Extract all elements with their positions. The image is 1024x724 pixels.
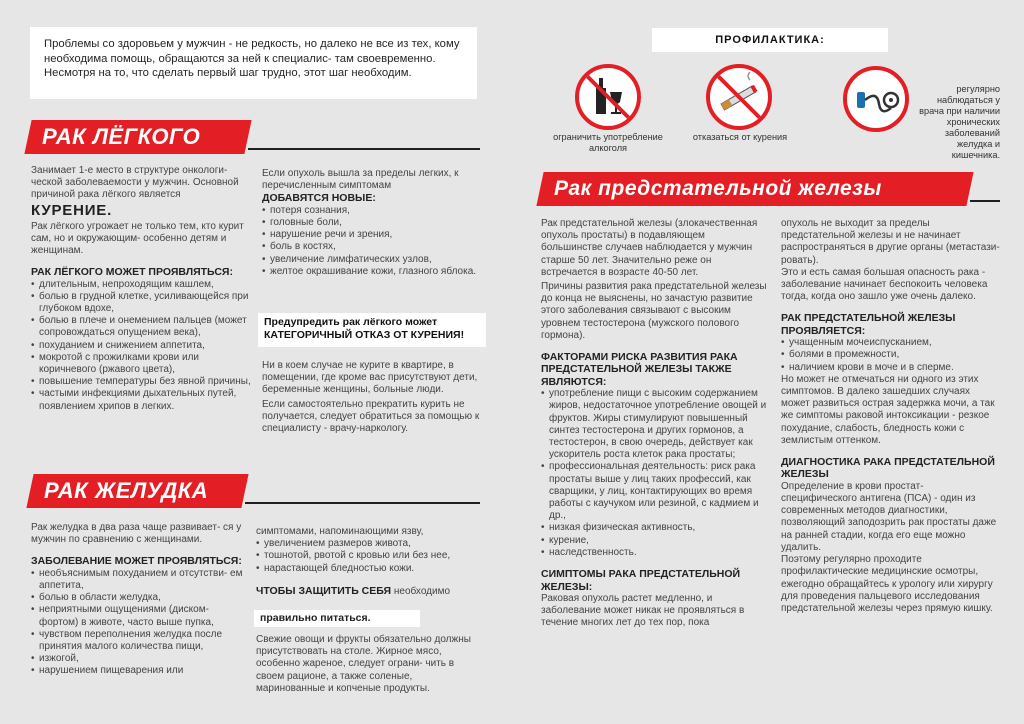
stomach-protect-caps: ЧТОБЫ ЗАЩИТИТЬ СЕБЯ: [256, 584, 392, 597]
prostate-risk-list: [541, 388, 769, 559]
list-item: • похуданием и снижением аппетита,: [31, 340, 256, 352]
list-item: • нарастающей бледностью кожи.: [256, 563, 484, 575]
prostate-banner-line: [970, 200, 1000, 202]
lung-col2-p1: Если опухоль вышла за пределы легких, к перечисленным симптомам: [262, 168, 459, 192]
stomach-col2-p1: симптомами, напоминающими язву,: [256, 526, 424, 537]
list-item: • частыми инфекциями дыхательных путей, появлением хрипов в легких.: [31, 388, 256, 412]
prostate-col-1: [541, 218, 769, 630]
urology-exam-caption-right: [910, 84, 1000, 161]
list-item: • увеличение лимфатических узлов,: [262, 254, 484, 266]
list-item: • увеличением размеров живота,: [256, 538, 484, 550]
stomach-col-1: [31, 522, 249, 678]
list-item: • нарушением пищеварения или: [31, 665, 249, 677]
prostate-col2-p2: Это и есть самая большая опасность рака - заболевание начинает беспокоить человека тогда, когда оно зашло уже очень далеко.: [781, 266, 988, 303]
intro-text: Проблемы со здоровьем у мужчин - не редкость, но далеко не все из тех, кому необходима помощь, обращаются за ней к специалис- там своевременно. Несмотря на то, что сделать первый шаг трудно, этот шаг необходим.: [44, 38, 460, 80]
prostate-risk-title: ФАКТОРАМИ РИСКА РАЗВИТИЯ РАКА ПРЕДСТАТЕЛЬНОЙ ЖЕЛЕЗЫ ТАКЖЕ ЯВЛЯЮТСЯ:: [541, 351, 738, 388]
no-alcohol-caption: ограничить употребление алкоголя: [553, 132, 663, 153]
prostate-p1: Рак предстательной железы (злокачественная опухоль простаты) в подавляющем большинстве случаев наблюдается у мужчин старше 50 лет. Значительно реже он встречается в возрасте 40-50 лет.: [541, 218, 758, 278]
lung-new-symptoms-title: ДОБАВЯТСЯ НОВЫЕ:: [262, 192, 376, 205]
list-item: • длительным, непроходящим кашлем,: [31, 279, 256, 291]
lung-col-2: [262, 168, 484, 278]
lung-prevent-line1: Предупредить рак лёгкого может: [264, 316, 438, 328]
lung-new-symptoms-list: [262, 205, 484, 278]
stomach-col2-list: [256, 538, 484, 575]
list-item: • необъяснимым похуданием и отсутстви- ем аппетита,: [31, 568, 249, 592]
stomach-symptoms-title: ЗАБОЛЕВАНИЕ МОЖЕТ ПРОЯВЛЯТЬСЯ:: [31, 555, 242, 568]
list-item: • боль в костях,: [262, 241, 484, 253]
stomach-p2: Свежие овощи и фрукты обязательно должны присутствовать на столе. Жирное мясо, особенно жареное, следует ограни- чить в своем рационе, а также соленые, маринованные и копченые продукты.: [256, 634, 471, 694]
stomach-eat-right: правильно питаться.: [260, 612, 371, 624]
list-item: • повышение температуры без явной причины,: [31, 376, 256, 388]
list-item: • наличием крови в моче и в сперме.: [781, 362, 1001, 374]
prostate-cancer-banner: [536, 172, 973, 206]
prophylaxis-title: ПРОФИЛАКТИКА:: [652, 28, 888, 52]
list-item: • потеря сознания,: [262, 205, 484, 217]
prostate-diag-p2: Поэтому регулярно проходите профилактические медицинские осмотры, ежегодно обращайтесь к урологу или хирургу для проведения пальцевого исследования предстательной железы через прямую кишку.: [781, 554, 993, 614]
prostate-manif-list: [781, 337, 1001, 374]
prostate-diag-p1: Определение в крови простат- специфического антигена (ПСА) - один из современных методов диагностики, позволяющий заподозрить рак простаты даже на ранней стадии, когда его еще можно удалить.: [781, 480, 997, 553]
prostate-col2-p1: опухоль не выходит за пределы предстательной железы и не начинает распространяться в другие органы (метастази-ровать).: [781, 218, 1000, 266]
lung-symptoms-title: РАК ЛЁГКОГО МОЖЕТ ПРОЯВЛЯТЬСЯ:: [31, 266, 233, 279]
list-item: • болями в промежности,: [781, 349, 1001, 361]
stomach-col-2-bottom: [256, 634, 484, 695]
lung-col-2-bottom: [262, 360, 484, 435]
prostate-diag-title: ДИАГНОСТИКА РАКА ПРЕДСТАТЕЛЬНОЙ ЖЕЛЕЗЫ: [781, 456, 995, 481]
list-item: • мокротой с прожилками крови или коричневого (ржавого цвета),: [31, 352, 256, 376]
intro-box: [30, 27, 477, 99]
list-item: • болью в плече и онемением пальцев (может сопровождаться опущением века),: [31, 315, 256, 339]
prostate-col2-p3: Но может не отмечаться ни одного из этих симптомов. В далеко зашедших случаях может развиться острая задержка мочи, а так же симптомы раковой интоксикации - резкое похудание, слабость, бледность кожи с землистым оттенком.: [781, 373, 995, 446]
prostate-p2: Причины развития рака предстательной железы до конца не выяснены, но зачастую развитие этого заболевания связывают с высоким уровнем тестостерона (мужского полового гормона).: [541, 281, 767, 341]
list-item: • болью в грудной клетке, усиливающейся при глубоком вдохе,: [31, 291, 256, 315]
stomach-protect: [256, 585, 484, 598]
no-smoking-caption: отказаться от курения: [692, 132, 788, 142]
lung-col-1: [31, 165, 256, 413]
stomach-cancer-title: РАК ЖЕЛУДКА: [44, 478, 209, 503]
list-item: • изжогой,: [31, 653, 249, 665]
list-item: • употребление пищи с высоким содержанием жиров, недостаточное употребление овощей и фруктов. Жиры стимулируют повышенный синтез тестостерона и других гормонов, а тестостерон, в свою очередь, действует как ускоритель роста клеток рака простаты;: [541, 388, 769, 461]
list-item: • неприятными ощущениями (диском- фортом) в животе, часто выше пупка,: [31, 604, 249, 628]
lung-cancer-title: РАК ЛЁГКОГО: [42, 124, 201, 149]
lung-smoking: КУРЕНИЕ.: [31, 201, 113, 219]
stomach-eat-right-box: [254, 610, 420, 627]
list-item: • тошнотой, рвотой с кровью или без нее,: [256, 550, 484, 562]
list-item: • нарушение речи и зрения,: [262, 229, 484, 241]
no-smoking-icon: [706, 64, 772, 130]
lung-p2: Рак лёгкого угрожает не только тем, кто курит сам, но и окружающим- особенно детям и женщинам.: [31, 220, 244, 257]
stomach-cancer-banner: [26, 474, 248, 508]
prostate-symptoms-title: СИМПТОМЫ РАКА ПРЕДСТАТЕЛЬНОЙ ЖЕЛЕЗЫ:: [541, 568, 741, 593]
stomach-p1: Рак желудка в два раза чаще развивает- ся у мужчин по сравнению с женщинами.: [31, 522, 242, 546]
lung-prevent-box: [258, 313, 486, 347]
lung-p4: Если самостоятельно прекратить курить не получается, следует обратиться за помощью к специалисту - врачу-наркологу.: [262, 398, 480, 435]
list-item: • учащенным мочеиспусканием,: [781, 337, 1001, 349]
list-item: • профессиональная деятельность: риск рака простаты выше у лиц таких профессий, как сварщики, у лиц, контактирующих во время работы с каучуком или резиной, с кадмием и др.,: [541, 461, 769, 522]
list-item: • болью в области желудка,: [31, 592, 249, 604]
list-item: • курение,: [541, 535, 769, 547]
prostate-col-2: [781, 218, 1001, 615]
urology-exam-caption: регулярно наблюдаться у врача при наличии хронических заболеваний желудка и кишечника.: [919, 84, 1000, 160]
prostate-cancer-title: Рак предстательной железы: [554, 177, 882, 200]
list-item: • наследственность.: [541, 547, 769, 559]
stomach-protect-rest: необходимо: [393, 585, 451, 597]
lung-cancer-banner: [24, 120, 251, 154]
list-item: • желтое окрашивание кожи, глазного яблока.: [262, 266, 484, 278]
list-item: • чувством переполнения желудка после принятия малого количества пищи,: [31, 629, 249, 653]
list-item: • низкая физическая активность,: [541, 522, 769, 534]
stomach-col-2: [256, 526, 484, 598]
no-alcohol-icon: [575, 64, 641, 130]
prostate-manif-title: РАК ПРЕДСТАТЕЛЬНОЙ ЖЕЛЕЗЫ ПРОЯВЛЯЕТСЯ:: [781, 312, 956, 337]
prostate-symptoms-p: Раковая опухоль растет медленно, и заболевание может никак не проявляться в течение многих лет до тех пор, пока: [541, 592, 745, 629]
list-item: • головные боли,: [262, 217, 484, 229]
lung-symptoms-list: [31, 279, 256, 413]
urology-exam-icon: [843, 66, 909, 132]
lung-banner-line: [248, 148, 480, 150]
lung-p1: Занимает 1-е место в структуре онкологи- ческой заболеваемости у мужчин. Основной причиной рака лёгкого является: [31, 165, 239, 201]
stomach-symptoms-list: [31, 568, 249, 678]
lung-p3: Ни в коем случае не курите в квартире, в помещении, где кроме вас присутствуют дети, беременные женщины, больные люди.: [262, 360, 478, 396]
stomach-banner-line: [245, 502, 480, 504]
lung-prevent-line2: КАТЕГОРИЧНЫЙ ОТКАЗ ОТ КУРЕНИЯ!: [264, 328, 465, 341]
